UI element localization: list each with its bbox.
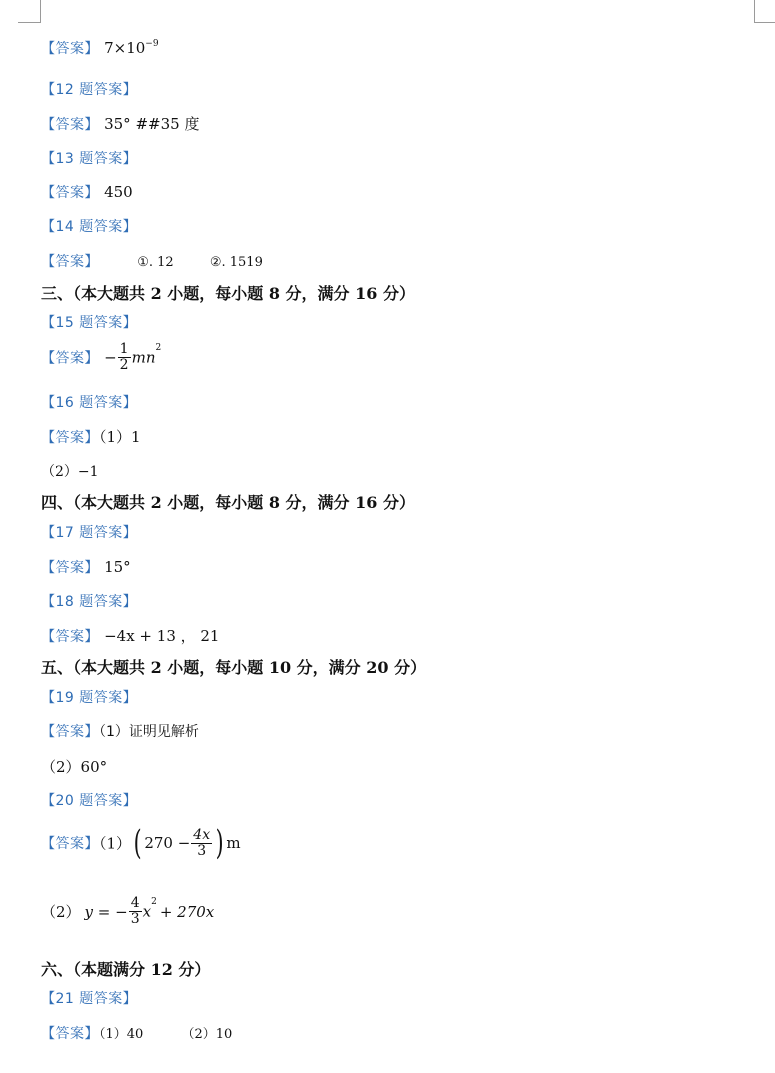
q20-answer-part-2: （2） y = − $\frac{4}{3}$ $x^2+ 270x$ [41, 895, 215, 927]
answer-part-2: ②. 1519 [209, 255, 263, 270]
answer-part-1: （1）1 [99, 428, 141, 446]
section-3-title: 三、（本大题共 2 小题，每小题 8 分，满分 16 分） [41, 284, 415, 303]
answer-tag: 【答案】 [41, 629, 99, 645]
answer-tag: 【答案】 [41, 254, 99, 270]
q14-answer [41, 251, 263, 271]
q17-answer [41, 557, 131, 577]
q12-answer [41, 113, 199, 134]
answer-value: 35° ##35 度 [104, 115, 200, 133]
answer-part-1: ①. 12 [137, 255, 174, 270]
answer-tag: 【答案】 [41, 117, 99, 133]
q16-answer-part-2: （2）−1 [41, 464, 99, 480]
answer-value: 450 [104, 183, 133, 201]
q18-answer [41, 625, 219, 646]
answer-tag: 【答案】 [41, 350, 99, 367]
q16-header: 【16 题答案】 [41, 395, 138, 411]
q11-answer [41, 38, 159, 58]
answer-part-2: （2）10 [181, 1027, 233, 1042]
q15-answer: 【答案】 − $\frac{1}{2}$ $mn^2$ [41, 341, 162, 373]
crop-mark-left-vertical [40, 0, 41, 22]
answer-part-1: （1）证明见解析 [99, 724, 199, 740]
answer-value: $7\times 10^{-9}$ [104, 39, 159, 57]
section-5-title: 五、（本大题共 2 小题，每小题 10 分，满分 20 分） [41, 658, 427, 677]
q20-answer: 【答案】（1）( 270 − $\frac{4x}{3}$ ) m [41, 823, 241, 863]
q18-header: 【18 题答案】 [41, 594, 138, 610]
fraction: $\frac{1}{2}$ [119, 341, 129, 373]
section-4-title: 四、（本大题共 2 小题，每小题 8 分，满分 16 分） [41, 493, 415, 512]
crop-mark-right-horizontal [754, 22, 775, 23]
q21-header: 【21 题答案】 [41, 991, 138, 1007]
crop-mark-left-horizontal [18, 22, 41, 23]
answer-value: −4x + 13 ， 21 [104, 627, 220, 645]
q19-answer [41, 721, 199, 741]
q19-header: 【19 题答案】 [41, 690, 138, 706]
fraction: $\frac{4}{3}$ [130, 895, 140, 927]
answer-tag: 【答案】 [41, 185, 99, 201]
q15-header: 【15 题答案】 [41, 315, 138, 331]
q20-header: 【20 题答案】 [41, 793, 138, 809]
answer-tag: 【答案】 [41, 724, 99, 740]
answer-tag: 【答案】 [41, 1026, 99, 1042]
fraction: $\frac{4x}{3}$ [193, 826, 211, 859]
q14-header: 【14 题答案】 [41, 219, 138, 235]
answer-part-1: （1）40 [99, 1027, 144, 1042]
q21-answer [41, 1023, 232, 1043]
answer-tag: 【答案】 [41, 836, 99, 852]
crop-mark-right-vertical [754, 0, 755, 22]
answer-tag: 【答案】 [41, 41, 99, 57]
q17-header: 【17 题答案】 [41, 525, 138, 541]
answer-value: 15° [104, 558, 131, 576]
section-6-title: 六、（本题满分 12 分） [41, 960, 211, 979]
q13-answer [41, 182, 133, 202]
answer-tag: 【答案】 [41, 560, 99, 576]
answer-tag: 【答案】 [41, 430, 99, 446]
q12-header: 【12 题答案】 [41, 82, 138, 98]
q16-answer [41, 426, 141, 447]
q13-header: 【13 题答案】 [41, 151, 138, 167]
q19-answer-part-2: （2）60° [41, 758, 108, 776]
